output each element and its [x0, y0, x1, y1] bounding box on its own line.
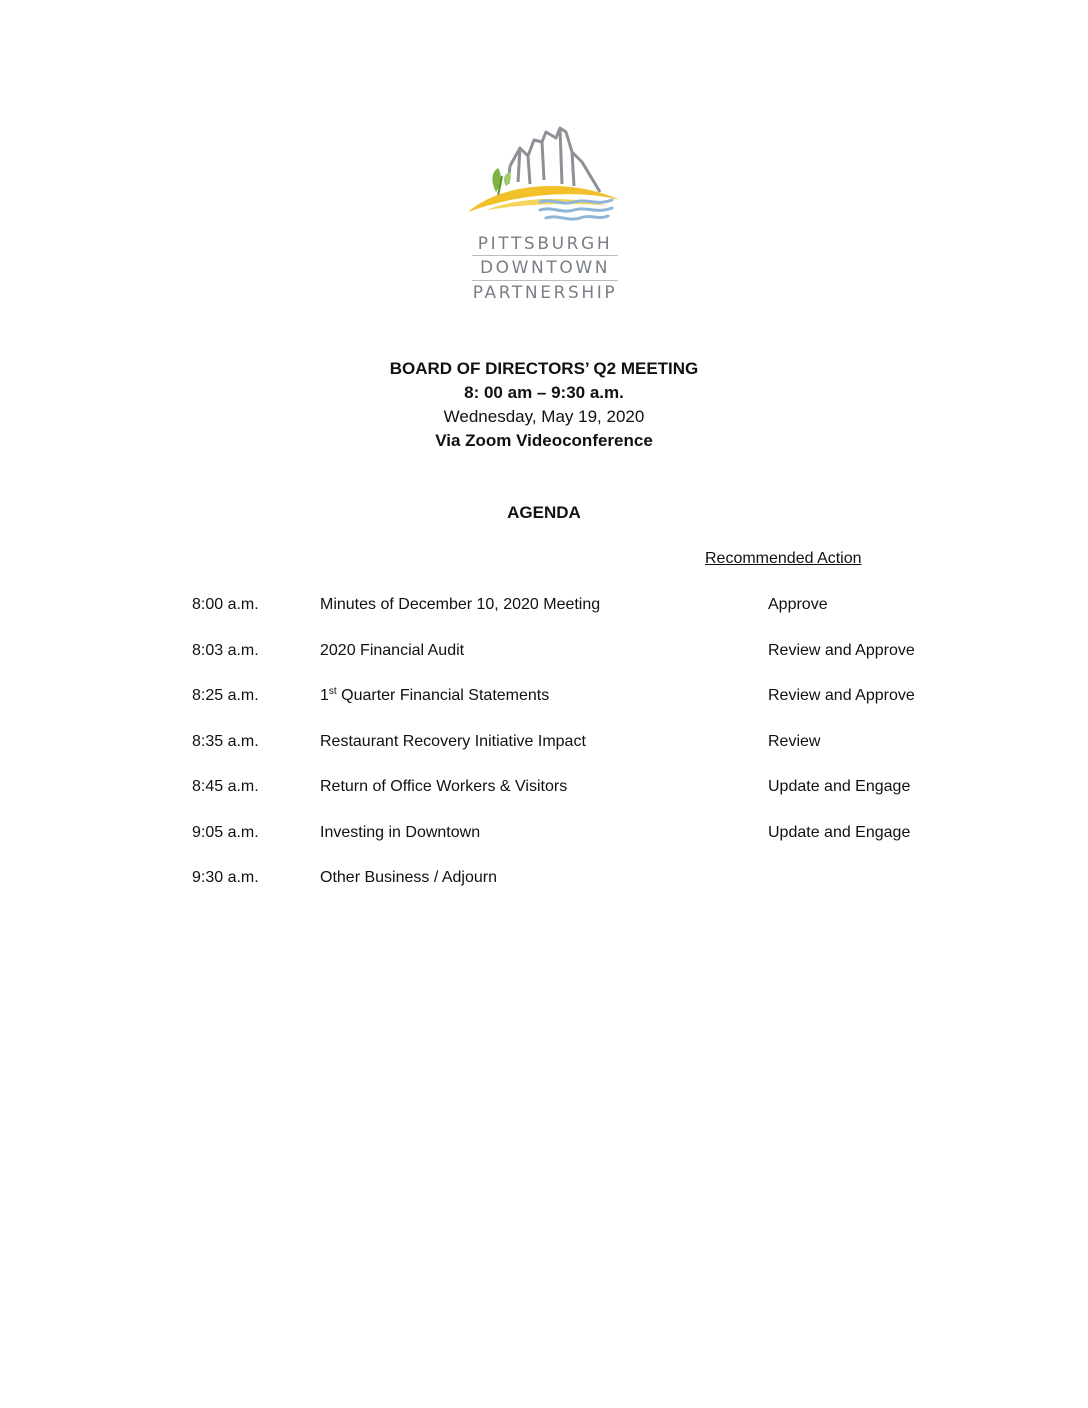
agenda-time: 9:05 a.m.: [192, 823, 259, 841]
agenda-item: 2020 Financial Audit: [320, 641, 465, 659]
agenda-item-text: Quarter Financial Statements: [336, 687, 550, 704]
agenda-item-number: 1: [320, 687, 329, 704]
agenda-list: [0, 594, 1088, 913]
agenda-time: 8:03 a.m.: [192, 641, 259, 659]
logo-text-line-3: PARTNERSHIP: [472, 283, 618, 303]
agenda-action: Review: [768, 732, 821, 750]
skyline-logo-mark: [462, 122, 626, 232]
agenda-time: 9:30 a.m.: [192, 869, 259, 886]
skyline-buildings-icon: [508, 128, 600, 192]
agenda-row: [0, 822, 1088, 868]
logo-divider: [472, 255, 618, 256]
agenda-row: [0, 867, 1088, 913]
agenda-action: Update and Engage: [768, 778, 911, 795]
logo-divider: [472, 280, 618, 281]
agenda-item: Minutes of December 10, 2020 Meeting: [320, 596, 601, 613]
agenda-time: 8:00 a.m.: [192, 596, 259, 613]
agenda-action: Update and Engage: [768, 823, 911, 841]
agenda-item: [320, 685, 549, 707]
agenda-item-superscript: st: [328, 686, 337, 697]
agenda-time: 8:25 a.m.: [192, 687, 259, 704]
agenda-row: [0, 731, 1088, 777]
agenda-action: Review and Approve: [768, 641, 915, 659]
logo-text-line-2: DOWNTOWN: [479, 258, 611, 278]
agenda-item: Restaurant Recovery Initiative Impact: [320, 732, 586, 750]
agenda-action: Approve: [768, 596, 828, 613]
agenda-row: [0, 594, 1088, 640]
recommended-action-header: Recommended Action: [705, 550, 862, 567]
agenda-time: 8:35 a.m.: [192, 732, 259, 750]
agenda-row: [0, 776, 1088, 822]
agenda-item: Investing in Downtown: [320, 823, 481, 841]
meeting-title: BOARD OF DIRECTORS’ Q2 MEETING: [389, 359, 699, 378]
agenda-item: Return of Office Workers & Visitors: [320, 778, 568, 795]
agenda-row: [0, 640, 1088, 686]
agenda-time: 8:45 a.m.: [192, 778, 259, 795]
meeting-date: Wednesday, May 19, 2020: [443, 407, 645, 426]
meeting-venue: Via Zoom Videoconference: [435, 431, 653, 450]
agenda-row: [0, 685, 1088, 731]
agenda-action: Review and Approve: [768, 687, 915, 704]
logo-text-line-1: PITTSBURGH: [477, 234, 613, 254]
agenda-heading: AGENDA: [507, 503, 581, 522]
agenda-item: Other Business / Adjourn: [320, 869, 497, 886]
meeting-time: 8: 00 am – 9:30 a.m.: [464, 383, 624, 402]
